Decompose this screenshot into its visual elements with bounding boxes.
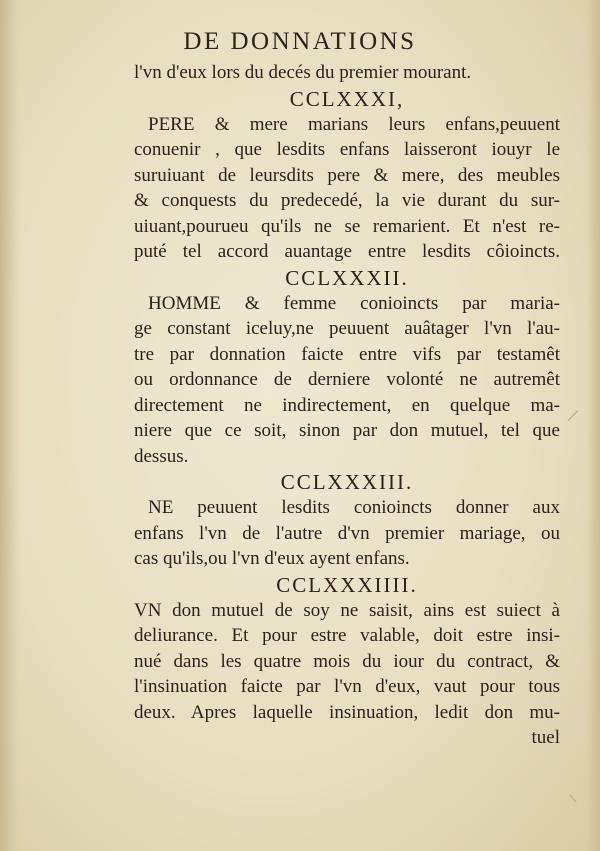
text-line: dessus. xyxy=(134,445,189,467)
article-number: CCLXXXIII. xyxy=(280,470,414,494)
running-head: DE DONNATIONS xyxy=(183,28,417,55)
text-line: VN don mutuel de soy ne saisit, ains est suiect à xyxy=(134,599,560,621)
margin-mark xyxy=(569,794,576,802)
article-number: CCLXXXII. xyxy=(285,265,409,290)
text-line: directement ne indirectement, en quelque ma- xyxy=(134,394,560,416)
text-line: PERE & mere marians leurs enfans,peuuent xyxy=(148,113,560,135)
text-block xyxy=(134,60,560,751)
text-line: cas qu'ils,ou l'vn d'eux ayent enfans. xyxy=(134,548,410,569)
text-line: NE peuuent lesdits conioincts donner aux xyxy=(148,497,560,518)
text-line: deux. Apres laquelle insinuation, ledit don mu- xyxy=(134,701,560,723)
article-number: CCLXXXIIII. xyxy=(276,572,418,597)
text-line: conuenir , que lesdits enfans laisseront iouyr le xyxy=(134,139,560,160)
page-edge-shadow xyxy=(586,0,600,851)
text-line: & conquests du predecedé, la vie durant du sur- xyxy=(134,190,560,211)
text-line: tuel xyxy=(531,727,560,748)
text-line: deliurance. Et pour estre valable, doit estre insi- xyxy=(134,625,560,646)
text-line: niere que ce soit, sinon par don mutuel, tel que xyxy=(134,420,560,441)
margin-mark xyxy=(568,410,579,421)
text-line: uiuant,pourueu qu'ils ne se remarient. Et n'est re- xyxy=(134,215,560,237)
text-line: ou ordonnance de derniere volonté ne autremêt xyxy=(134,369,560,390)
text-line: enfans l'vn de l'autre d'vn premier mariage, ou xyxy=(134,522,560,544)
text-line: HOMME & femme conioincts par maria- xyxy=(148,292,560,314)
article-number: CCLXXXI, xyxy=(289,86,405,111)
text-line: suruiuant de leursdits pere & mere, des meubles xyxy=(134,164,560,186)
text-line: puté tel accord auantage entre lesdits côioincts. xyxy=(134,241,560,262)
text-line: ge constant iceluy,ne peuuent auâtager l'vn l'au- xyxy=(134,318,560,339)
text-line: l'insinuation faicte par l'vn d'eux, vaut pour tous xyxy=(134,676,560,697)
text-line: tre par donnation faicte entre vifs par testamêt xyxy=(134,343,560,365)
text-line: l'vn d'eux lors du decés du premier mourant. xyxy=(134,62,472,83)
text-line: nué dans les quatre mois du iour du contract, & xyxy=(134,650,560,672)
page-gutter-shadow xyxy=(0,0,22,851)
